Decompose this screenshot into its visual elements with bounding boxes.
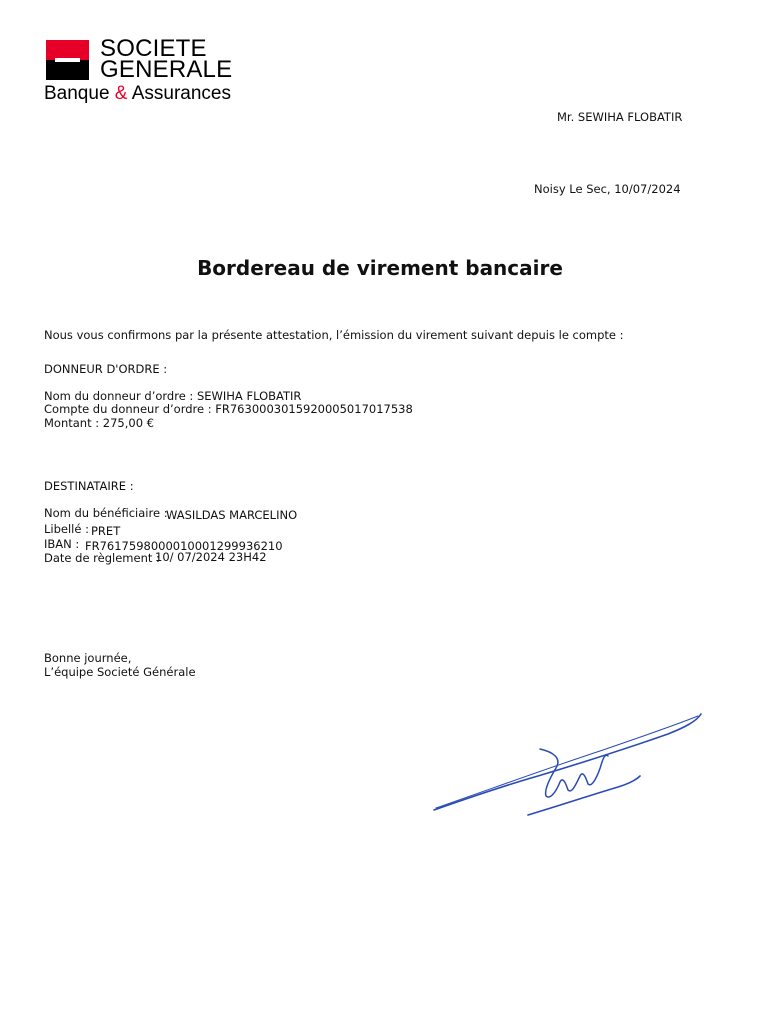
- closing-greeting: Bonne journée,: [44, 651, 132, 665]
- place-date: Noisy Le Sec, 10/07/2024: [534, 182, 681, 196]
- donneur-montant: Montant : 275,00 €: [44, 416, 154, 430]
- logo-mark-icon: [46, 40, 89, 80]
- logo-subtitle-ampersand: &: [114, 83, 128, 104]
- donneur-compte: Compte du donneur d’ordre : FR7630003015920005017017538: [44, 402, 413, 416]
- signature-lower-stroke: [528, 776, 640, 815]
- beneficiaire-value: WASILDAS MARCELINO: [166, 508, 298, 522]
- date-reglement-label: Date de règlement :: [44, 551, 160, 565]
- iban-value: FR7617598000010001299936210: [85, 539, 283, 553]
- libelle-label: Libellé :: [44, 522, 89, 536]
- iban-label: IBAN :: [44, 537, 80, 551]
- document-title: Bordereau de virement bancaire: [197, 256, 563, 280]
- societe-generale-logo: [44, 35, 284, 110]
- destinataire-heading: DESTINATAIRE :: [44, 479, 134, 493]
- date-reglement-value: 10/ 07/2024 23H42: [155, 550, 267, 564]
- logo-subtitle-part2: Assurances: [127, 83, 231, 104]
- libelle-value: PRET: [91, 524, 121, 538]
- donneur-nom: Nom du donneur d’ordre : SEWIHA FLOBATIR: [44, 389, 302, 403]
- logo-name-line1: SOCIETE: [100, 35, 207, 62]
- signature-upper-stroke: [436, 716, 698, 808]
- closing-signoff: L’équipe Societé Générale: [44, 665, 196, 679]
- handwritten-signature: [428, 706, 708, 826]
- donneur-heading: DONNEUR D'ORDRE :: [44, 362, 168, 376]
- beneficiaire-label: Nom du bénéficiaire :: [44, 506, 168, 520]
- logo-subtitle-part1: Banque: [44, 83, 115, 104]
- logo-subtitle: [44, 83, 231, 105]
- intro-text: Nous vous confirmons par la présente attestation, l’émission du virement suivant depuis le compte :: [44, 328, 624, 342]
- recipient-name: Mr. SEWIHA FLOBATIR: [557, 110, 683, 124]
- logo-name-line2: GENERALE: [100, 56, 233, 83]
